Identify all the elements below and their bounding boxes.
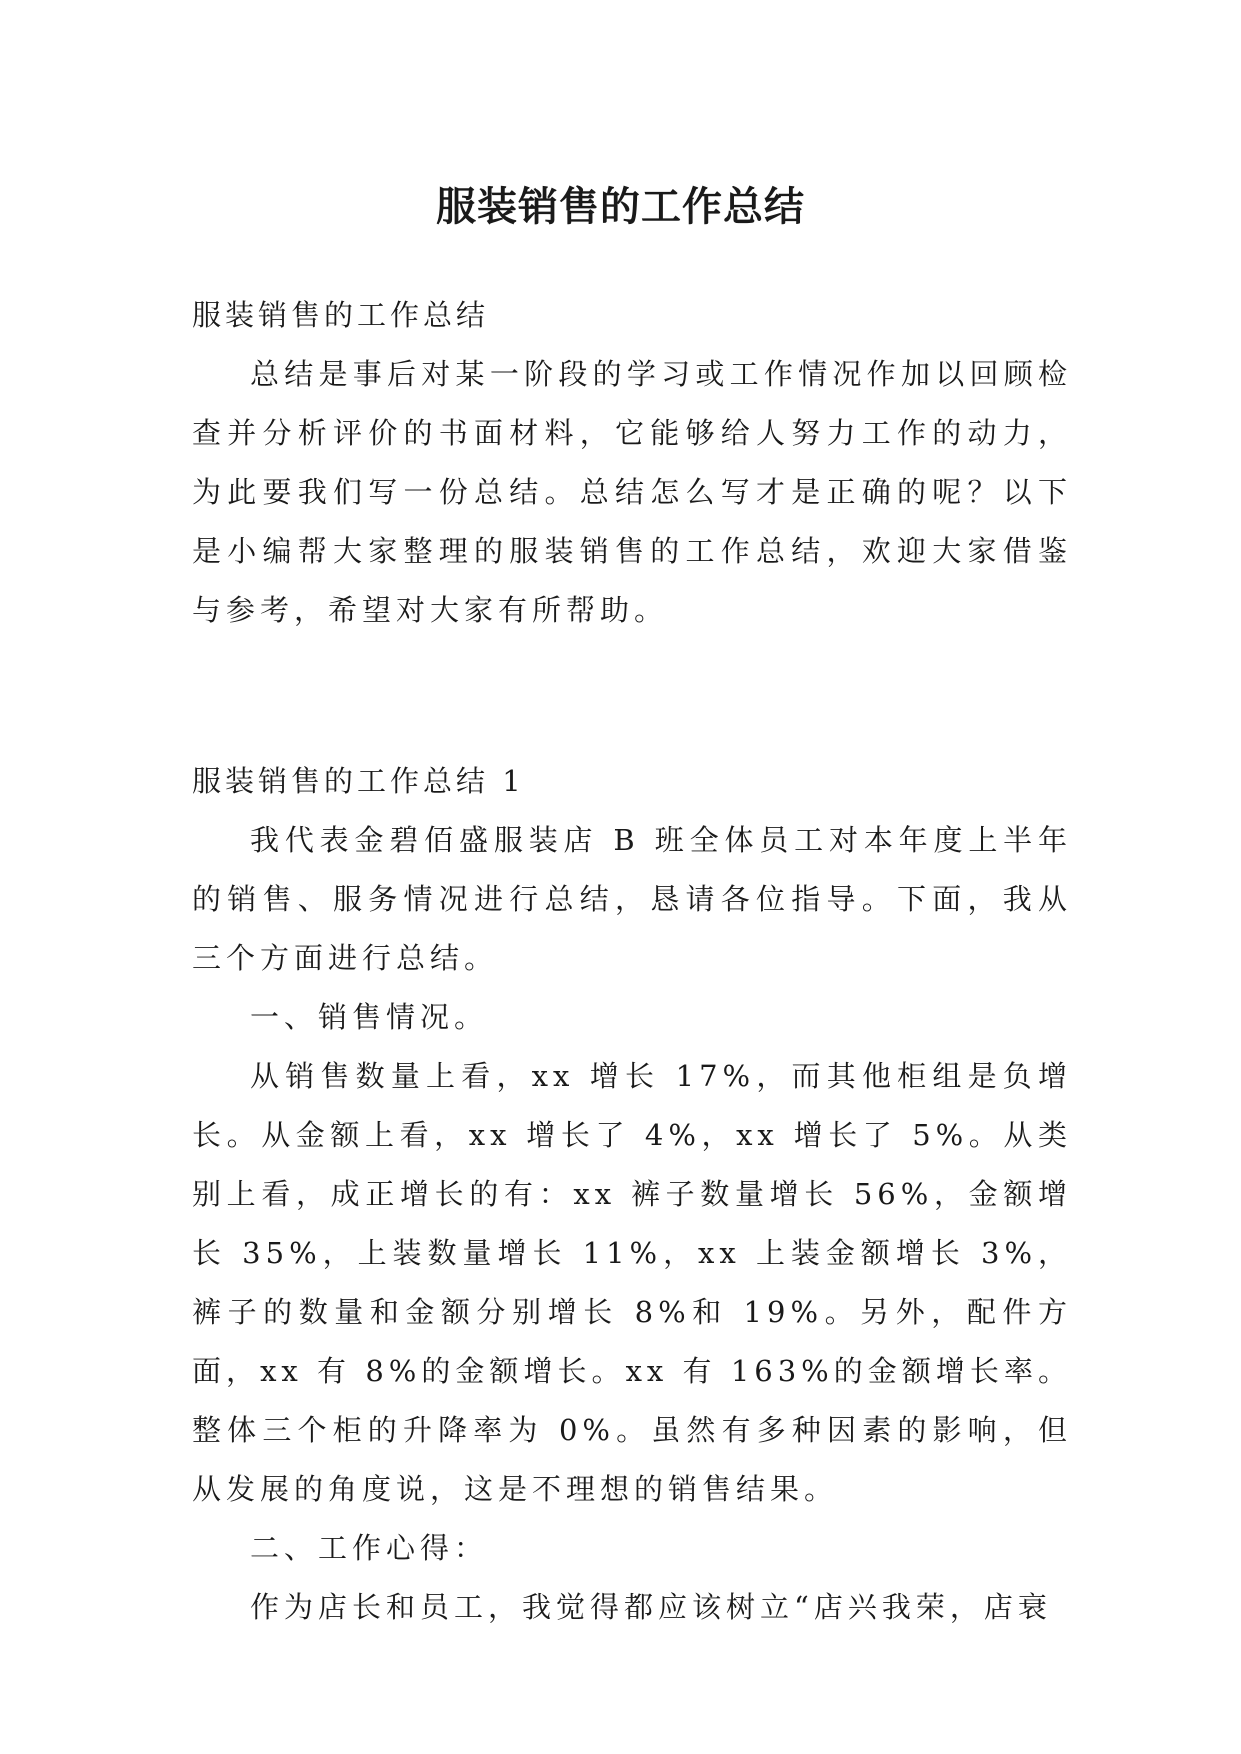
sales-paragraph: 从销售数量上看，xx 增长 17%，而其他柜组是负增长。从金额上看，xx 增长了 4%，xx 增长了 5%。从类别上看，成正增长的有：xx 裤子数量增长 56%，金额增长 35%，上装数量增长 11%，xx 上装金额增长 3%，裤子的数量和金额分别增长 8%和 19%。另外，配件方面，xx 有 8%的金额增长。xx 有 163%的金额增长率。整体三个柜的升降率为 0%。虽然有多种因素的影响，但从发展的角度说，这是不理想的销售结果。 — [192, 1059, 1072, 1506]
experience-paragraph: 作为店长和员工，我觉得都应该树立“店兴我荣，店衰 — [250, 1590, 1052, 1624]
section-1-paragraph: 我代表金碧佰盛服装店 B 班全体员工对本年度上半年的销售、服务情况进行总结，恳请各位指导。下面，我从三个方面进行总结。 — [192, 823, 1072, 975]
section-1 — [192, 752, 1072, 1637]
intro-section — [192, 286, 1072, 640]
sales-heading: 一、销售情况。 — [250, 1000, 489, 1034]
experience-heading: 二、工作心得： — [250, 1531, 489, 1565]
intro-paragraph: 总结是事后对某一阶段的学习或工作情况作加以回顾检查并分析评价的书面材料，它能够给人努力工作的动力，为此要我们写一份总结。总结怎么写才是正确的呢？以下是小编帮大家整理的服装销售的工作总结，欢迎大家借鉴与参考，希望对大家有所帮助。 — [192, 357, 1072, 627]
section-1-heading: 服装销售的工作总结 1 — [192, 764, 525, 798]
intro-heading: 服装销售的工作总结 — [192, 298, 490, 332]
document-title: 服装销售的工作总结 — [436, 182, 805, 230]
